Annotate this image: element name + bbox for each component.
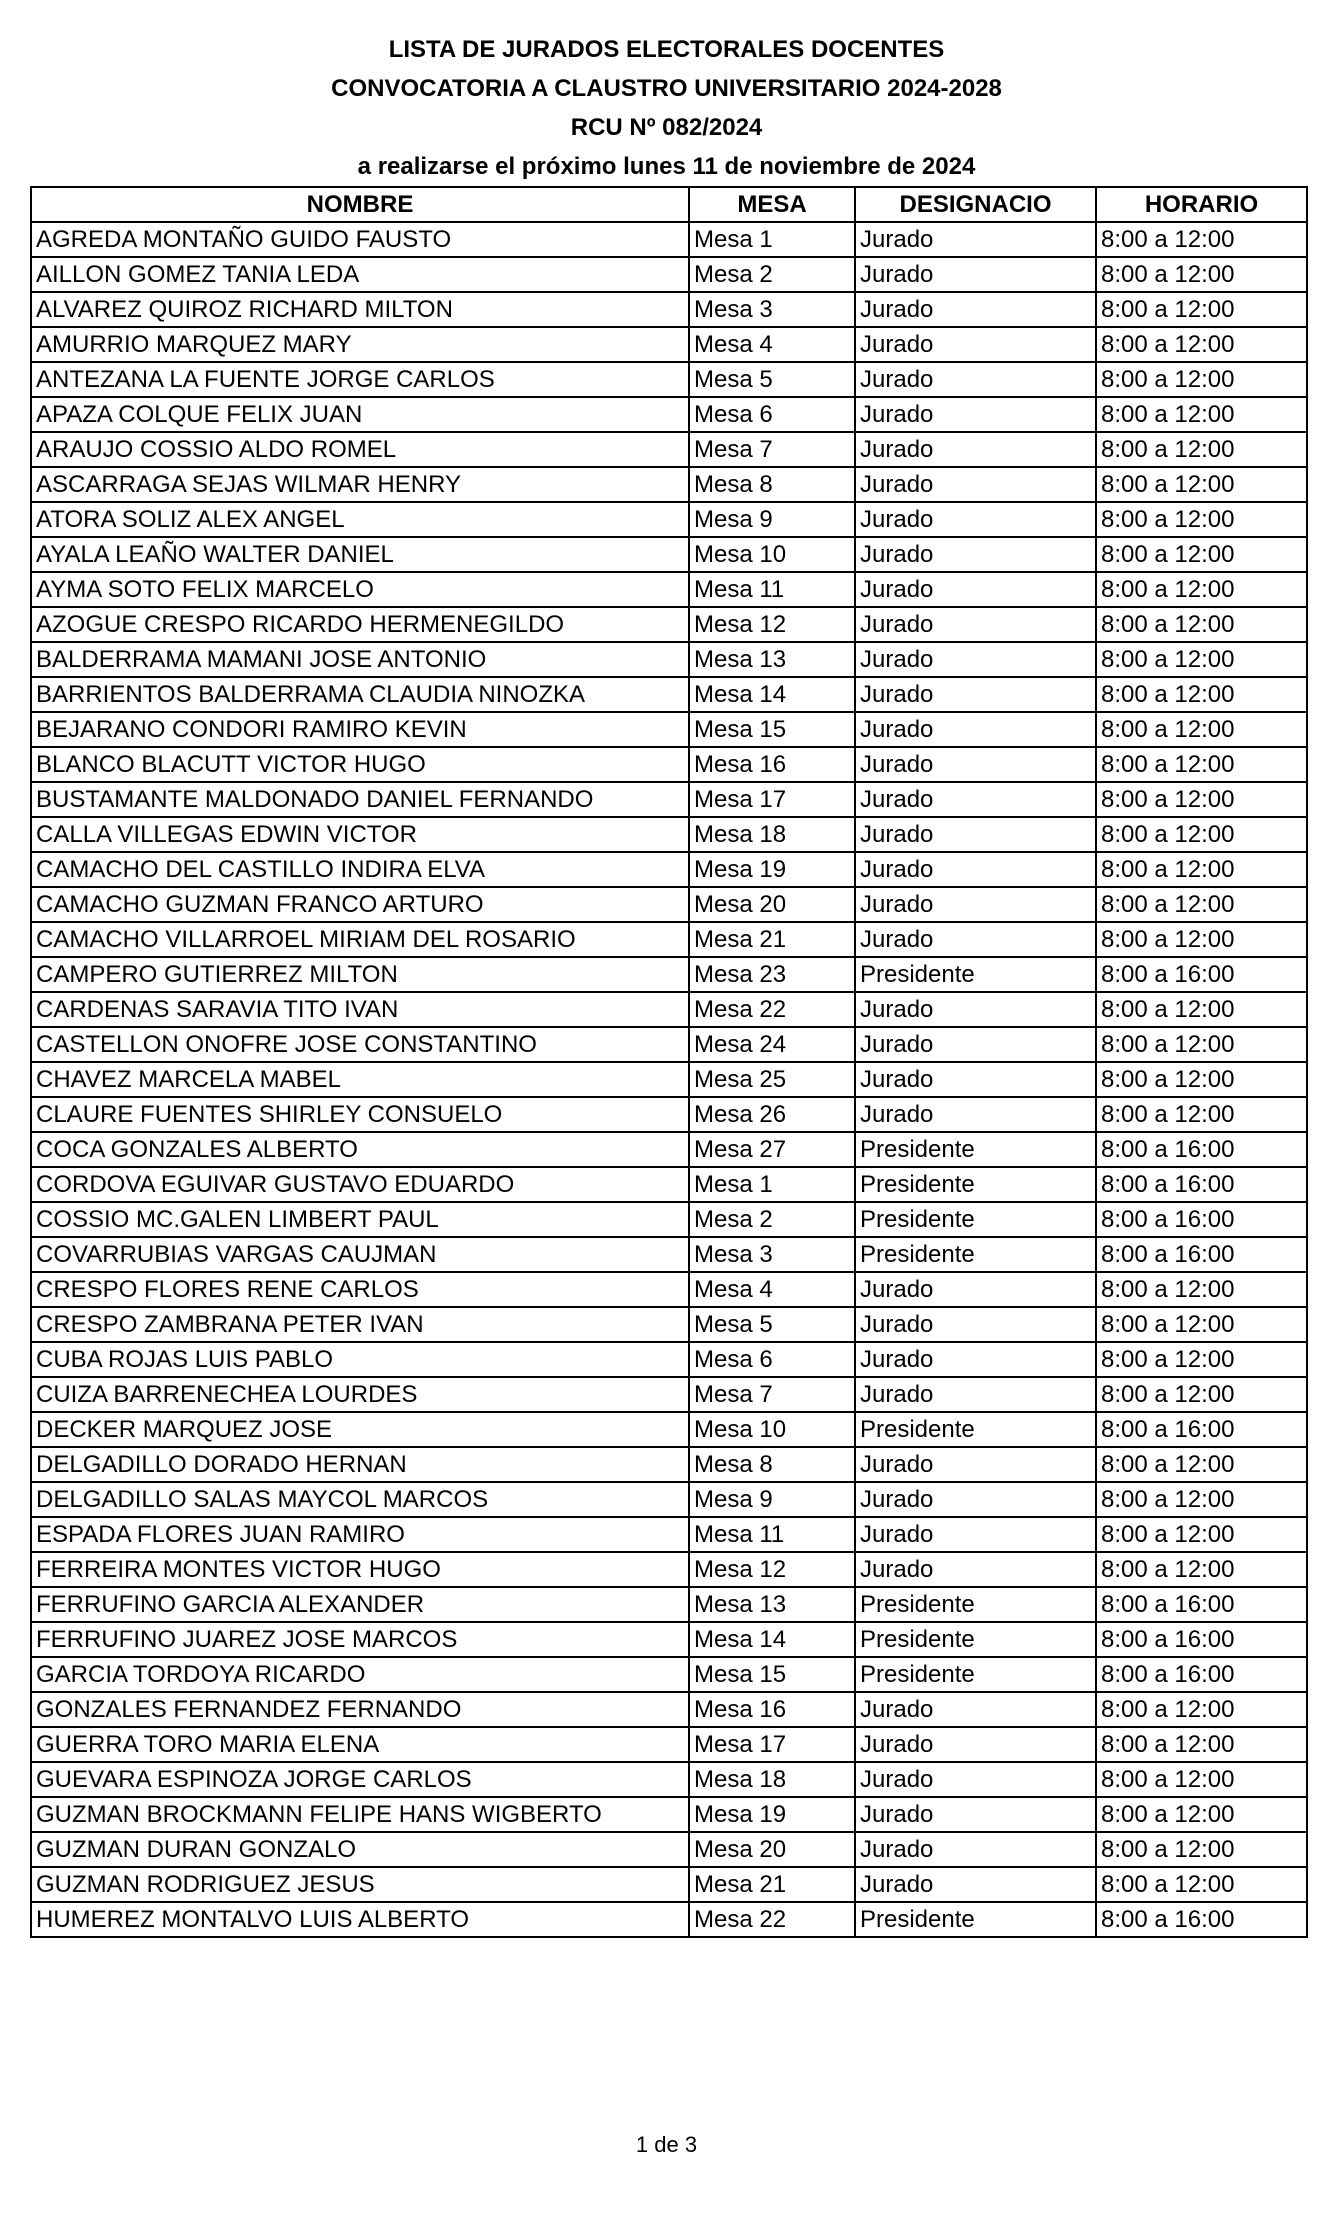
table-row <box>31 852 1307 887</box>
table-row <box>31 957 1307 992</box>
cell-horario: 8:00 a 12:00 <box>1096 1692 1307 1727</box>
cell-nombre: GONZALES FERNANDEZ FERNANDO <box>31 1692 689 1727</box>
cell-designacion: Presidente <box>855 1902 1096 1937</box>
cell-horario: 8:00 a 16:00 <box>1096 1622 1307 1657</box>
cell-mesa: Mesa 24 <box>689 1027 855 1062</box>
cell-mesa: Mesa 9 <box>689 502 855 537</box>
cell-designacion: Jurado <box>855 1377 1096 1412</box>
cell-mesa: Mesa 4 <box>689 327 855 362</box>
cell-designacion: Jurado <box>855 1447 1096 1482</box>
cell-nombre: CUBA ROJAS LUIS PABLO <box>31 1342 689 1377</box>
table-row <box>31 922 1307 957</box>
table-row <box>31 222 1307 257</box>
table-row <box>31 642 1307 677</box>
document-header <box>0 30 1333 186</box>
cell-horario: 8:00 a 16:00 <box>1096 1587 1307 1622</box>
cell-mesa: Mesa 9 <box>689 1482 855 1517</box>
cell-mesa: Mesa 12 <box>689 607 855 642</box>
cell-mesa: Mesa 21 <box>689 1867 855 1902</box>
column-header-nombre: NOMBRE <box>31 187 689 222</box>
cell-nombre: CLAURE FUENTES SHIRLEY CONSUELO <box>31 1097 689 1132</box>
cell-horario: 8:00 a 12:00 <box>1096 1832 1307 1867</box>
cell-designacion: Jurado <box>855 817 1096 852</box>
cell-mesa: Mesa 10 <box>689 1412 855 1447</box>
cell-mesa: Mesa 16 <box>689 747 855 782</box>
table-row <box>31 1622 1307 1657</box>
cell-designacion: Jurado <box>855 1832 1096 1867</box>
cell-designacion: Jurado <box>855 1692 1096 1727</box>
cell-horario: 8:00 a 12:00 <box>1096 222 1307 257</box>
cell-nombre: GUERRA TORO MARIA ELENA <box>31 1727 689 1762</box>
cell-horario: 8:00 a 12:00 <box>1096 502 1307 537</box>
cell-horario: 8:00 a 12:00 <box>1096 572 1307 607</box>
table-row <box>31 1377 1307 1412</box>
cell-designacion: Presidente <box>855 1132 1096 1167</box>
cell-horario: 8:00 a 12:00 <box>1096 1482 1307 1517</box>
cell-horario: 8:00 a 12:00 <box>1096 362 1307 397</box>
cell-nombre: GUZMAN DURAN GONZALO <box>31 1832 689 1867</box>
cell-designacion: Presidente <box>855 1167 1096 1202</box>
table-row <box>31 432 1307 467</box>
cell-mesa: Mesa 7 <box>689 432 855 467</box>
table-row <box>31 782 1307 817</box>
cell-designacion: Jurado <box>855 747 1096 782</box>
cell-nombre: CARDENAS SARAVIA TITO IVAN <box>31 992 689 1027</box>
cell-horario: 8:00 a 12:00 <box>1096 467 1307 502</box>
cell-designacion: Jurado <box>855 432 1096 467</box>
cell-nombre: CAMPERO GUTIERREZ MILTON <box>31 957 689 992</box>
cell-designacion: Jurado <box>855 257 1096 292</box>
table-row <box>31 1097 1307 1132</box>
cell-mesa: Mesa 13 <box>689 642 855 677</box>
cell-nombre: AGREDA MONTAÑO GUIDO FAUSTO <box>31 222 689 257</box>
cell-mesa: Mesa 18 <box>689 817 855 852</box>
cell-horario: 8:00 a 12:00 <box>1096 747 1307 782</box>
cell-nombre: FERRUFINO JUAREZ JOSE MARCOS <box>31 1622 689 1657</box>
document-title: LISTA DE JURADOS ELECTORALES DOCENTES <box>388 36 945 63</box>
cell-mesa: Mesa 26 <box>689 1097 855 1132</box>
cell-designacion: Jurado <box>855 677 1096 712</box>
cell-horario: 8:00 a 16:00 <box>1096 1412 1307 1447</box>
cell-nombre: ATORA SOLIZ ALEX ANGEL <box>31 502 689 537</box>
cell-mesa: Mesa 27 <box>689 1132 855 1167</box>
table-row <box>31 712 1307 747</box>
table-row <box>31 1797 1307 1832</box>
cell-designacion: Jurado <box>855 1027 1096 1062</box>
cell-nombre: CASTELLON ONOFRE JOSE CONSTANTINO <box>31 1027 689 1062</box>
cell-horario: 8:00 a 12:00 <box>1096 852 1307 887</box>
table-row <box>31 1412 1307 1447</box>
cell-nombre: ESPADA FLORES JUAN RAMIRO <box>31 1517 689 1552</box>
cell-nombre: GUEVARA ESPINOZA JORGE CARLOS <box>31 1762 689 1797</box>
cell-designacion: Jurado <box>855 397 1096 432</box>
cell-designacion: Jurado <box>855 782 1096 817</box>
cell-nombre: BLANCO BLACUTT VICTOR HUGO <box>31 747 689 782</box>
table-row <box>31 677 1307 712</box>
cell-designacion: Jurado <box>855 1867 1096 1902</box>
cell-horario: 8:00 a 12:00 <box>1096 817 1307 852</box>
table-row <box>31 1027 1307 1062</box>
cell-horario: 8:00 a 12:00 <box>1096 1797 1307 1832</box>
cell-designacion: Jurado <box>855 1062 1096 1097</box>
cell-nombre: AZOGUE CRESPO RICARDO HERMENEGILDO <box>31 607 689 642</box>
cell-nombre: COCA GONZALES ALBERTO <box>31 1132 689 1167</box>
cell-nombre: FERREIRA MONTES VICTOR HUGO <box>31 1552 689 1587</box>
table-row <box>31 1062 1307 1097</box>
cell-nombre: GUZMAN RODRIGUEZ JESUS <box>31 1867 689 1902</box>
cell-mesa: Mesa 20 <box>689 887 855 922</box>
cell-nombre: DELGADILLO SALAS MAYCOL MARCOS <box>31 1482 689 1517</box>
table-row <box>31 887 1307 922</box>
cell-horario: 8:00 a 16:00 <box>1096 957 1307 992</box>
table-row <box>31 1307 1307 1342</box>
document-subtitle: CONVOCATORIA A CLAUSTRO UNIVERSITARIO 2024-2028 <box>331 75 1002 102</box>
cell-mesa: Mesa 1 <box>689 222 855 257</box>
cell-designacion: Presidente <box>855 1587 1096 1622</box>
cell-designacion: Jurado <box>855 572 1096 607</box>
cell-horario: 8:00 a 12:00 <box>1096 1867 1307 1902</box>
cell-horario: 8:00 a 16:00 <box>1096 1132 1307 1167</box>
table-row <box>31 1727 1307 1762</box>
resolution-number: RCU Nº 082/2024 <box>570 114 763 141</box>
cell-mesa: Mesa 16 <box>689 1692 855 1727</box>
table-row <box>31 502 1307 537</box>
cell-horario: 8:00 a 12:00 <box>1096 677 1307 712</box>
cell-nombre: HUMEREZ MONTALVO LUIS ALBERTO <box>31 1902 689 1937</box>
cell-mesa: Mesa 22 <box>689 992 855 1027</box>
table-body <box>31 222 1307 1937</box>
cell-designacion: Presidente <box>855 1657 1096 1692</box>
cell-horario: 8:00 a 12:00 <box>1096 1062 1307 1097</box>
cell-designacion: Jurado <box>855 1482 1096 1517</box>
cell-horario: 8:00 a 12:00 <box>1096 1342 1307 1377</box>
cell-nombre: BEJARANO CONDORI RAMIRO KEVIN <box>31 712 689 747</box>
cell-horario: 8:00 a 12:00 <box>1096 712 1307 747</box>
table-row <box>31 467 1307 502</box>
cell-horario: 8:00 a 12:00 <box>1096 292 1307 327</box>
cell-horario: 8:00 a 12:00 <box>1096 992 1307 1027</box>
cell-designacion: Jurado <box>855 292 1096 327</box>
cell-horario: 8:00 a 12:00 <box>1096 782 1307 817</box>
cell-designacion: Jurado <box>855 712 1096 747</box>
table-row <box>31 1342 1307 1377</box>
cell-nombre: CALLA VILLEGAS EDWIN VICTOR <box>31 817 689 852</box>
cell-horario: 8:00 a 12:00 <box>1096 1307 1307 1342</box>
cell-designacion: Jurado <box>855 992 1096 1027</box>
cell-nombre: AYMA SOTO FELIX MARCELO <box>31 572 689 607</box>
cell-horario: 8:00 a 16:00 <box>1096 1167 1307 1202</box>
cell-nombre: CRESPO FLORES RENE CARLOS <box>31 1272 689 1307</box>
cell-mesa: Mesa 3 <box>689 1237 855 1272</box>
cell-nombre: DELGADILLO DORADO HERNAN <box>31 1447 689 1482</box>
cell-mesa: Mesa 25 <box>689 1062 855 1097</box>
cell-horario: 8:00 a 12:00 <box>1096 1447 1307 1482</box>
cell-mesa: Mesa 13 <box>689 1587 855 1622</box>
cell-mesa: Mesa 15 <box>689 1657 855 1692</box>
cell-designacion: Jurado <box>855 467 1096 502</box>
cell-nombre: ARAUJO COSSIO ALDO ROMEL <box>31 432 689 467</box>
cell-mesa: Mesa 14 <box>689 677 855 712</box>
cell-designacion: Jurado <box>855 327 1096 362</box>
table-row <box>31 1132 1307 1167</box>
cell-designacion: Jurado <box>855 887 1096 922</box>
cell-mesa: Mesa 2 <box>689 257 855 292</box>
table-row <box>31 362 1307 397</box>
cell-nombre: APAZA COLQUE FELIX JUAN <box>31 397 689 432</box>
table-row <box>31 992 1307 1027</box>
cell-horario: 8:00 a 12:00 <box>1096 1762 1307 1797</box>
cell-horario: 8:00 a 12:00 <box>1096 257 1307 292</box>
cell-mesa: Mesa 11 <box>689 572 855 607</box>
table-row <box>31 1517 1307 1552</box>
cell-nombre: CAMACHO DEL CASTILLO INDIRA ELVA <box>31 852 689 887</box>
cell-designacion: Jurado <box>855 1517 1096 1552</box>
cell-horario: 8:00 a 12:00 <box>1096 1727 1307 1762</box>
table-row <box>31 817 1307 852</box>
cell-mesa: Mesa 20 <box>689 1832 855 1867</box>
cell-designacion: Jurado <box>855 362 1096 397</box>
cell-horario: 8:00 a 16:00 <box>1096 1902 1307 1937</box>
table-row <box>31 572 1307 607</box>
cell-nombre: CAMACHO GUZMAN FRANCO ARTURO <box>31 887 689 922</box>
cell-nombre: BALDERRAMA MAMANI JOSE ANTONIO <box>31 642 689 677</box>
cell-designacion: Jurado <box>855 222 1096 257</box>
cell-mesa: Mesa 4 <box>689 1272 855 1307</box>
cell-designacion: Presidente <box>855 1622 1096 1657</box>
cell-designacion: Jurado <box>855 1727 1096 1762</box>
cell-mesa: Mesa 17 <box>689 1727 855 1762</box>
table-row <box>31 1167 1307 1202</box>
cell-designacion: Presidente <box>855 1237 1096 1272</box>
cell-designacion: Jurado <box>855 1097 1096 1132</box>
table-row <box>31 1447 1307 1482</box>
table-row <box>31 1692 1307 1727</box>
cell-mesa: Mesa 2 <box>689 1202 855 1237</box>
cell-designacion: Presidente <box>855 957 1096 992</box>
cell-nombre: FERRUFINO GARCIA ALEXANDER <box>31 1587 689 1622</box>
cell-horario: 8:00 a 12:00 <box>1096 1097 1307 1132</box>
cell-mesa: Mesa 19 <box>689 852 855 887</box>
cell-mesa: Mesa 6 <box>689 1342 855 1377</box>
cell-designacion: Jurado <box>855 537 1096 572</box>
cell-nombre: ALVAREZ QUIROZ RICHARD MILTON <box>31 292 689 327</box>
cell-horario: 8:00 a 12:00 <box>1096 1517 1307 1552</box>
table-row <box>31 1902 1307 1937</box>
column-header-mesa: MESA <box>689 187 855 222</box>
cell-horario: 8:00 a 12:00 <box>1096 432 1307 467</box>
cell-nombre: DECKER MARQUEZ JOSE <box>31 1412 689 1447</box>
cell-mesa: Mesa 18 <box>689 1762 855 1797</box>
table-header-row <box>31 187 1307 222</box>
cell-nombre: CAMACHO VILLARROEL MIRIAM DEL ROSARIO <box>31 922 689 957</box>
table-row <box>31 537 1307 572</box>
cell-horario: 8:00 a 12:00 <box>1096 922 1307 957</box>
table-row <box>31 1482 1307 1517</box>
table-row <box>31 1832 1307 1867</box>
cell-designacion: Jurado <box>855 1762 1096 1797</box>
cell-nombre: GARCIA TORDOYA RICARDO <box>31 1657 689 1692</box>
cell-mesa: Mesa 17 <box>689 782 855 817</box>
cell-horario: 8:00 a 12:00 <box>1096 642 1307 677</box>
cell-mesa: Mesa 14 <box>689 1622 855 1657</box>
table-row <box>31 397 1307 432</box>
cell-mesa: Mesa 7 <box>689 1377 855 1412</box>
cell-mesa: Mesa 12 <box>689 1552 855 1587</box>
cell-nombre: AILLON GOMEZ TANIA LEDA <box>31 257 689 292</box>
cell-mesa: Mesa 19 <box>689 1797 855 1832</box>
cell-designacion: Presidente <box>855 1202 1096 1237</box>
cell-horario: 8:00 a 12:00 <box>1096 607 1307 642</box>
cell-designacion: Jurado <box>855 922 1096 957</box>
cell-nombre: BARRIENTOS BALDERRAMA CLAUDIA NINOZKA <box>31 677 689 712</box>
cell-horario: 8:00 a 12:00 <box>1096 1027 1307 1062</box>
table-row <box>31 1762 1307 1797</box>
cell-mesa: Mesa 5 <box>689 362 855 397</box>
table-row <box>31 1237 1307 1272</box>
cell-mesa: Mesa 5 <box>689 1307 855 1342</box>
cell-horario: 8:00 a 16:00 <box>1096 1202 1307 1237</box>
cell-nombre: AYALA LEAÑO WALTER DANIEL <box>31 537 689 572</box>
table-row <box>31 292 1307 327</box>
cell-mesa: Mesa 22 <box>689 1902 855 1937</box>
table-row <box>31 1552 1307 1587</box>
cell-horario: 8:00 a 12:00 <box>1096 397 1307 432</box>
table-row <box>31 607 1307 642</box>
cell-nombre: CUIZA BARRENECHEA LOURDES <box>31 1377 689 1412</box>
cell-horario: 8:00 a 12:00 <box>1096 537 1307 572</box>
cell-designacion: Jurado <box>855 642 1096 677</box>
table-row <box>31 327 1307 362</box>
cell-designacion: Jurado <box>855 1272 1096 1307</box>
cell-nombre: COSSIO MC.GALEN LIMBERT PAUL <box>31 1202 689 1237</box>
cell-horario: 8:00 a 16:00 <box>1096 1237 1307 1272</box>
cell-horario: 8:00 a 12:00 <box>1096 1377 1307 1412</box>
cell-designacion: Jurado <box>855 852 1096 887</box>
table-row <box>31 257 1307 292</box>
cell-designacion: Jurado <box>855 1797 1096 1832</box>
cell-mesa: Mesa 21 <box>689 922 855 957</box>
cell-mesa: Mesa 11 <box>689 1517 855 1552</box>
election-date: a realizarse el próximo lunes 11 de noviembre de 2024 <box>357 153 976 180</box>
table-row <box>31 1587 1307 1622</box>
cell-mesa: Mesa 6 <box>689 397 855 432</box>
cell-nombre: AMURRIO MARQUEZ MARY <box>31 327 689 362</box>
cell-nombre: COVARRUBIAS VARGAS CAUJMAN <box>31 1237 689 1272</box>
cell-horario: 8:00 a 16:00 <box>1096 1657 1307 1692</box>
table-row <box>31 1202 1307 1237</box>
cell-mesa: Mesa 8 <box>689 467 855 502</box>
cell-designacion: Presidente <box>855 1412 1096 1447</box>
cell-nombre: ANTEZANA LA FUENTE JORGE CARLOS <box>31 362 689 397</box>
cell-horario: 8:00 a 12:00 <box>1096 327 1307 362</box>
cell-nombre: ASCARRAGA SEJAS WILMAR HENRY <box>31 467 689 502</box>
column-header-horario: HORARIO <box>1096 187 1307 222</box>
cell-nombre: GUZMAN BROCKMANN FELIPE HANS WIGBERTO <box>31 1797 689 1832</box>
cell-mesa: Mesa 8 <box>689 1447 855 1482</box>
cell-horario: 8:00 a 12:00 <box>1096 1552 1307 1587</box>
page-number: 1 de 3 <box>635 2132 698 2157</box>
cell-designacion: Jurado <box>855 1342 1096 1377</box>
cell-designacion: Jurado <box>855 502 1096 537</box>
column-header-designacion: DESIGNACIO <box>855 187 1096 222</box>
cell-designacion: Jurado <box>855 1307 1096 1342</box>
table-row <box>31 1657 1307 1692</box>
cell-mesa: Mesa 10 <box>689 537 855 572</box>
cell-designacion: Jurado <box>855 607 1096 642</box>
jurors-table <box>30 186 1308 1938</box>
cell-designacion: Jurado <box>855 1552 1096 1587</box>
cell-mesa: Mesa 3 <box>689 292 855 327</box>
cell-nombre: CORDOVA EGUIVAR GUSTAVO EDUARDO <box>31 1167 689 1202</box>
cell-mesa: Mesa 23 <box>689 957 855 992</box>
cell-horario: 8:00 a 12:00 <box>1096 1272 1307 1307</box>
table-row <box>31 1867 1307 1902</box>
cell-nombre: CRESPO ZAMBRANA PETER IVAN <box>31 1307 689 1342</box>
cell-nombre: BUSTAMANTE MALDONADO DANIEL FERNANDO <box>31 782 689 817</box>
cell-mesa: Mesa 15 <box>689 712 855 747</box>
cell-horario: 8:00 a 12:00 <box>1096 887 1307 922</box>
cell-mesa: Mesa 1 <box>689 1167 855 1202</box>
cell-nombre: CHAVEZ MARCELA MABEL <box>31 1062 689 1097</box>
table-row <box>31 1272 1307 1307</box>
table-row <box>31 747 1307 782</box>
